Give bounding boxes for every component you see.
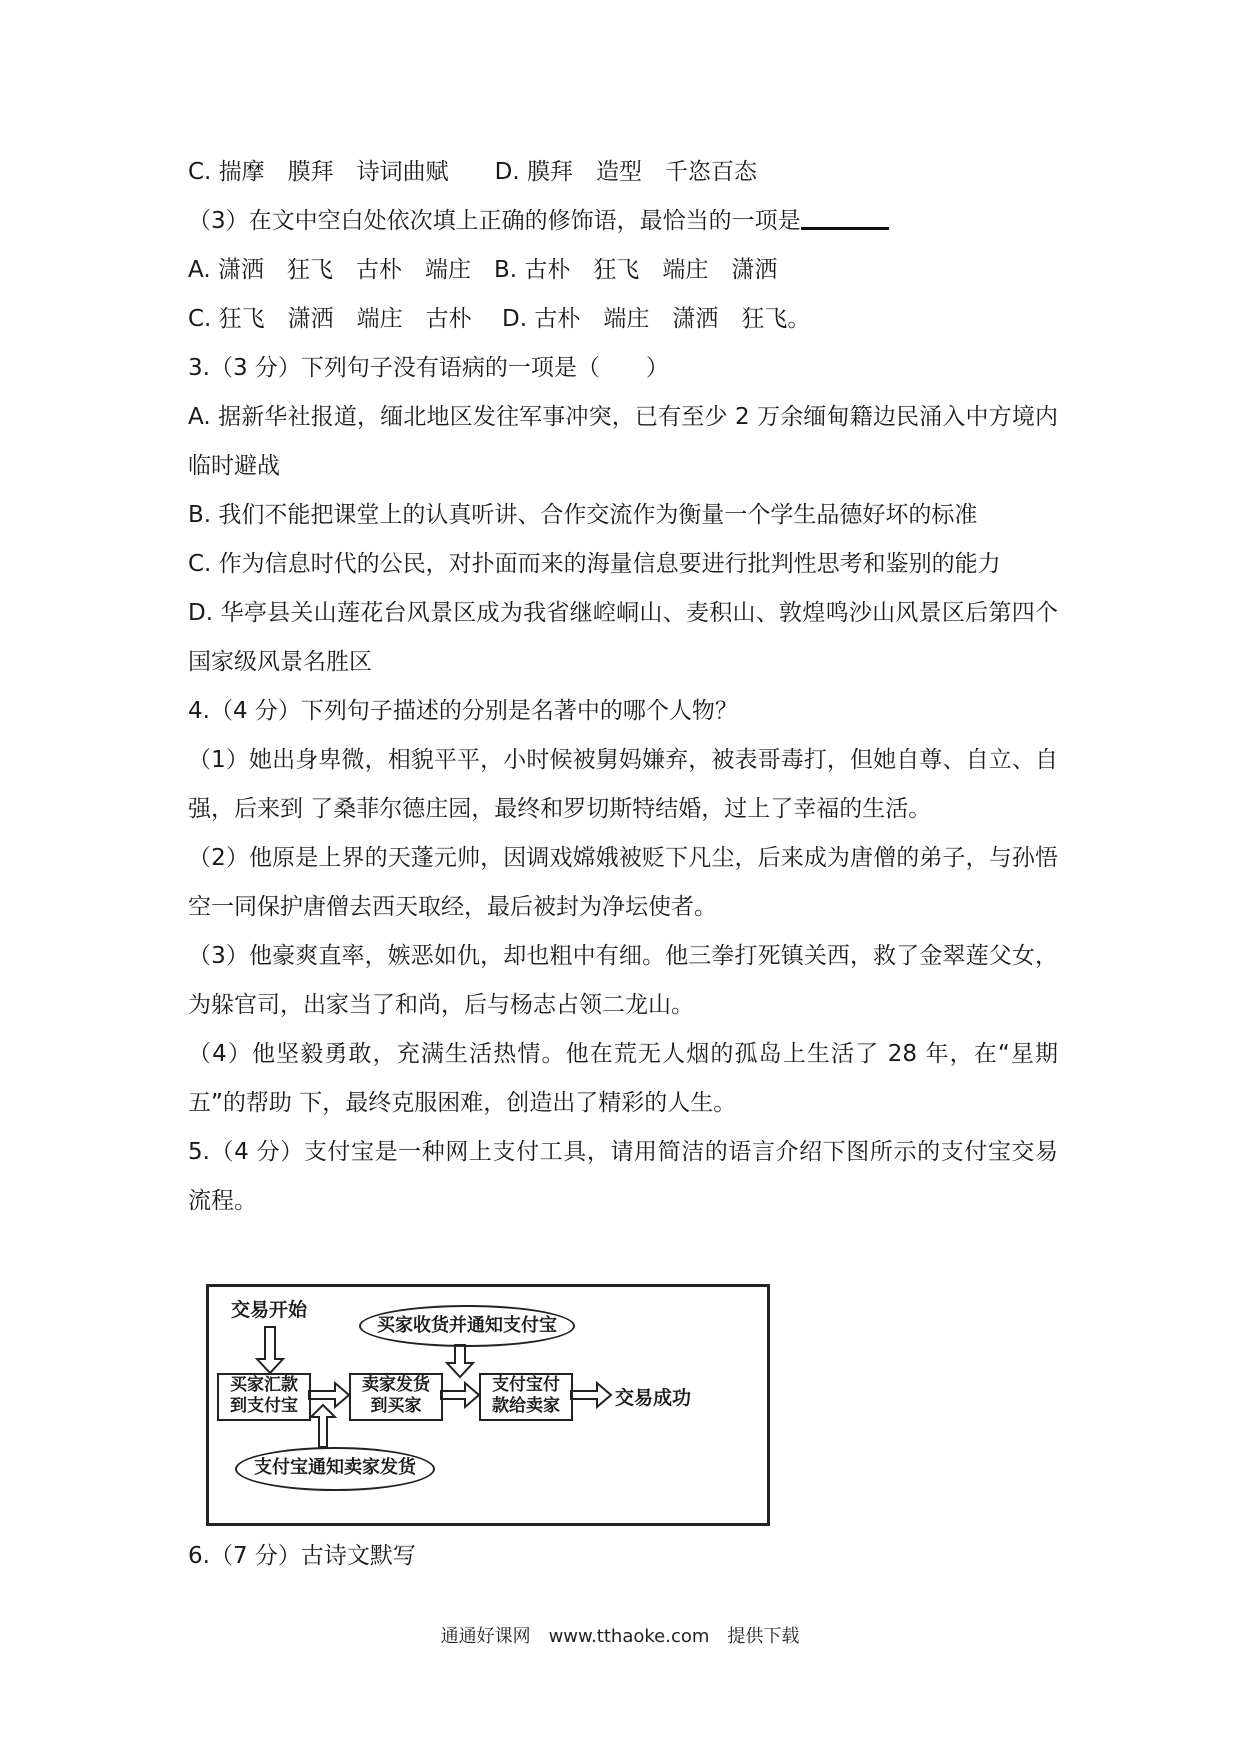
text-line-content: （3）他豪爽直率，嫉恶如仇，却也粗中有细。他三拳打死镇关西，救了金翠莲父女，为躲官司，出家当了和尚，后与杨志占领二龙山。	[188, 943, 1058, 1018]
arrow-right-icon	[441, 1383, 479, 1407]
exam-content	[188, 148, 1058, 1226]
box-alipay-pays-seller	[479, 1373, 573, 1421]
text-line-content: （1）她出身卑微，相貌平平，小时候被舅妈嫌弃，被表哥毒打，但她自尊、自立、自强，后来到 了桑菲尔德庄园，最终和罗切斯特结婚，过上了幸福的生活。	[188, 747, 1058, 822]
box-seller-ships	[349, 1373, 443, 1421]
start-label: 交易开始	[231, 1299, 308, 1321]
text-line	[188, 834, 1058, 932]
oval-buyer-notify: 买家收货并通知支付宝	[359, 1305, 575, 1347]
text-line	[188, 540, 1058, 589]
text-line	[188, 295, 1058, 344]
page-footer: 通通好课网 www.tthaoke.com 提供下载	[440, 1626, 800, 1647]
text-line	[188, 589, 1058, 687]
text-line-content: （4）他坚毅勇敢，充满生活热情。他在荒无人烟的孤岛上生活了 28 年，在“星期五”的帮助 下，最终克服困难，创造出了精彩的人生。	[188, 1041, 1058, 1116]
text-line	[188, 246, 1058, 295]
text-line-content: （2）他原是上界的天蓬元帅，因调戏嫦娥被贬下凡尘，后来成为唐僧的弟子，与孙悟空一同保护唐僧去西天取经，最后被封为净坛使者。	[188, 845, 1058, 920]
text-line	[188, 687, 1058, 736]
oval-alipay-notify: 支付宝通知卖家发货	[235, 1447, 435, 1491]
text-line-content: A. 据新华社报道，缅北地区发往军事冲突，已有至少 2 万余缅甸籍边民涌入中方境内临时避战	[188, 404, 1058, 479]
box-buyer-pays-line2: 到支付宝	[230, 1396, 298, 1416]
text-line-content: C. 揣摩 膜拜 诗词曲赋 D. 膜拜 造型 千恣百态	[188, 159, 758, 185]
text-line-content: 5.（4 分）支付宝是一种网上支付工具，请用简洁的语言介绍下图所示的支付宝交易流程。	[188, 1139, 1058, 1214]
question-6: 6.（7 分）古诗文默写	[188, 1543, 416, 1569]
text-line	[188, 393, 1058, 491]
text-line	[188, 344, 1058, 393]
box-buyer-pays-line1: 买家汇款	[230, 1375, 298, 1395]
arrow-down-icon	[257, 1327, 283, 1373]
end-label: 交易成功	[615, 1387, 692, 1409]
text-line	[188, 148, 1058, 197]
box-alipay-pays-seller-line2: 款给卖家	[492, 1396, 560, 1416]
text-line	[188, 932, 1058, 1030]
text-line-content: A. 潇洒 狂飞 古朴 端庄 B. 古朴 狂飞 端庄 潇洒	[188, 257, 778, 283]
text-line-content: （3）在文中空白处依次填上正确的修饰语，最恰当的一项是	[188, 208, 801, 234]
box-alipay-pays-seller-line1: 支付宝付	[492, 1375, 560, 1395]
text-line	[188, 736, 1058, 834]
arrow-right-icon	[309, 1383, 349, 1407]
text-line-content: C. 狂飞 潇洒 端庄 古朴 D. 古朴 端庄 潇洒 狂飞。	[188, 306, 811, 332]
box-seller-ships-line1: 卖家发货	[362, 1375, 430, 1395]
text-line-content: D. 华亭县关山莲花台风景区成为我省继崆峒山、麦积山、敦煌鸣沙山风景区后第四个国家级风景名胜区	[188, 600, 1058, 675]
answer-blank[interactable]	[801, 202, 889, 230]
text-line	[188, 491, 1058, 540]
text-line	[188, 1030, 1058, 1128]
arrow-up-icon	[311, 1405, 335, 1447]
text-line-content: C. 作为信息时代的公民，对扑面而来的海量信息要进行批判性思考和鉴别的能力	[188, 551, 1001, 577]
box-buyer-pays	[217, 1373, 311, 1421]
alipay-flow-diagram	[206, 1284, 770, 1526]
text-line-content: 3.（3 分）下列句子没有语病的一项是（ ）	[188, 355, 669, 381]
text-line	[188, 197, 1058, 246]
text-line-content: 4.（4 分）下列句子描述的分别是名著中的哪个人物？	[188, 698, 738, 724]
arrow-right-icon	[571, 1383, 611, 1407]
box-seller-ships-line2: 到买家	[370, 1396, 422, 1416]
arrow-down-icon	[447, 1345, 473, 1377]
text-line-content: B. 我们不能把课堂上的认真听讲、合作交流作为衡量一个学生品德好坏的标准	[188, 502, 978, 528]
text-line	[188, 1128, 1058, 1226]
